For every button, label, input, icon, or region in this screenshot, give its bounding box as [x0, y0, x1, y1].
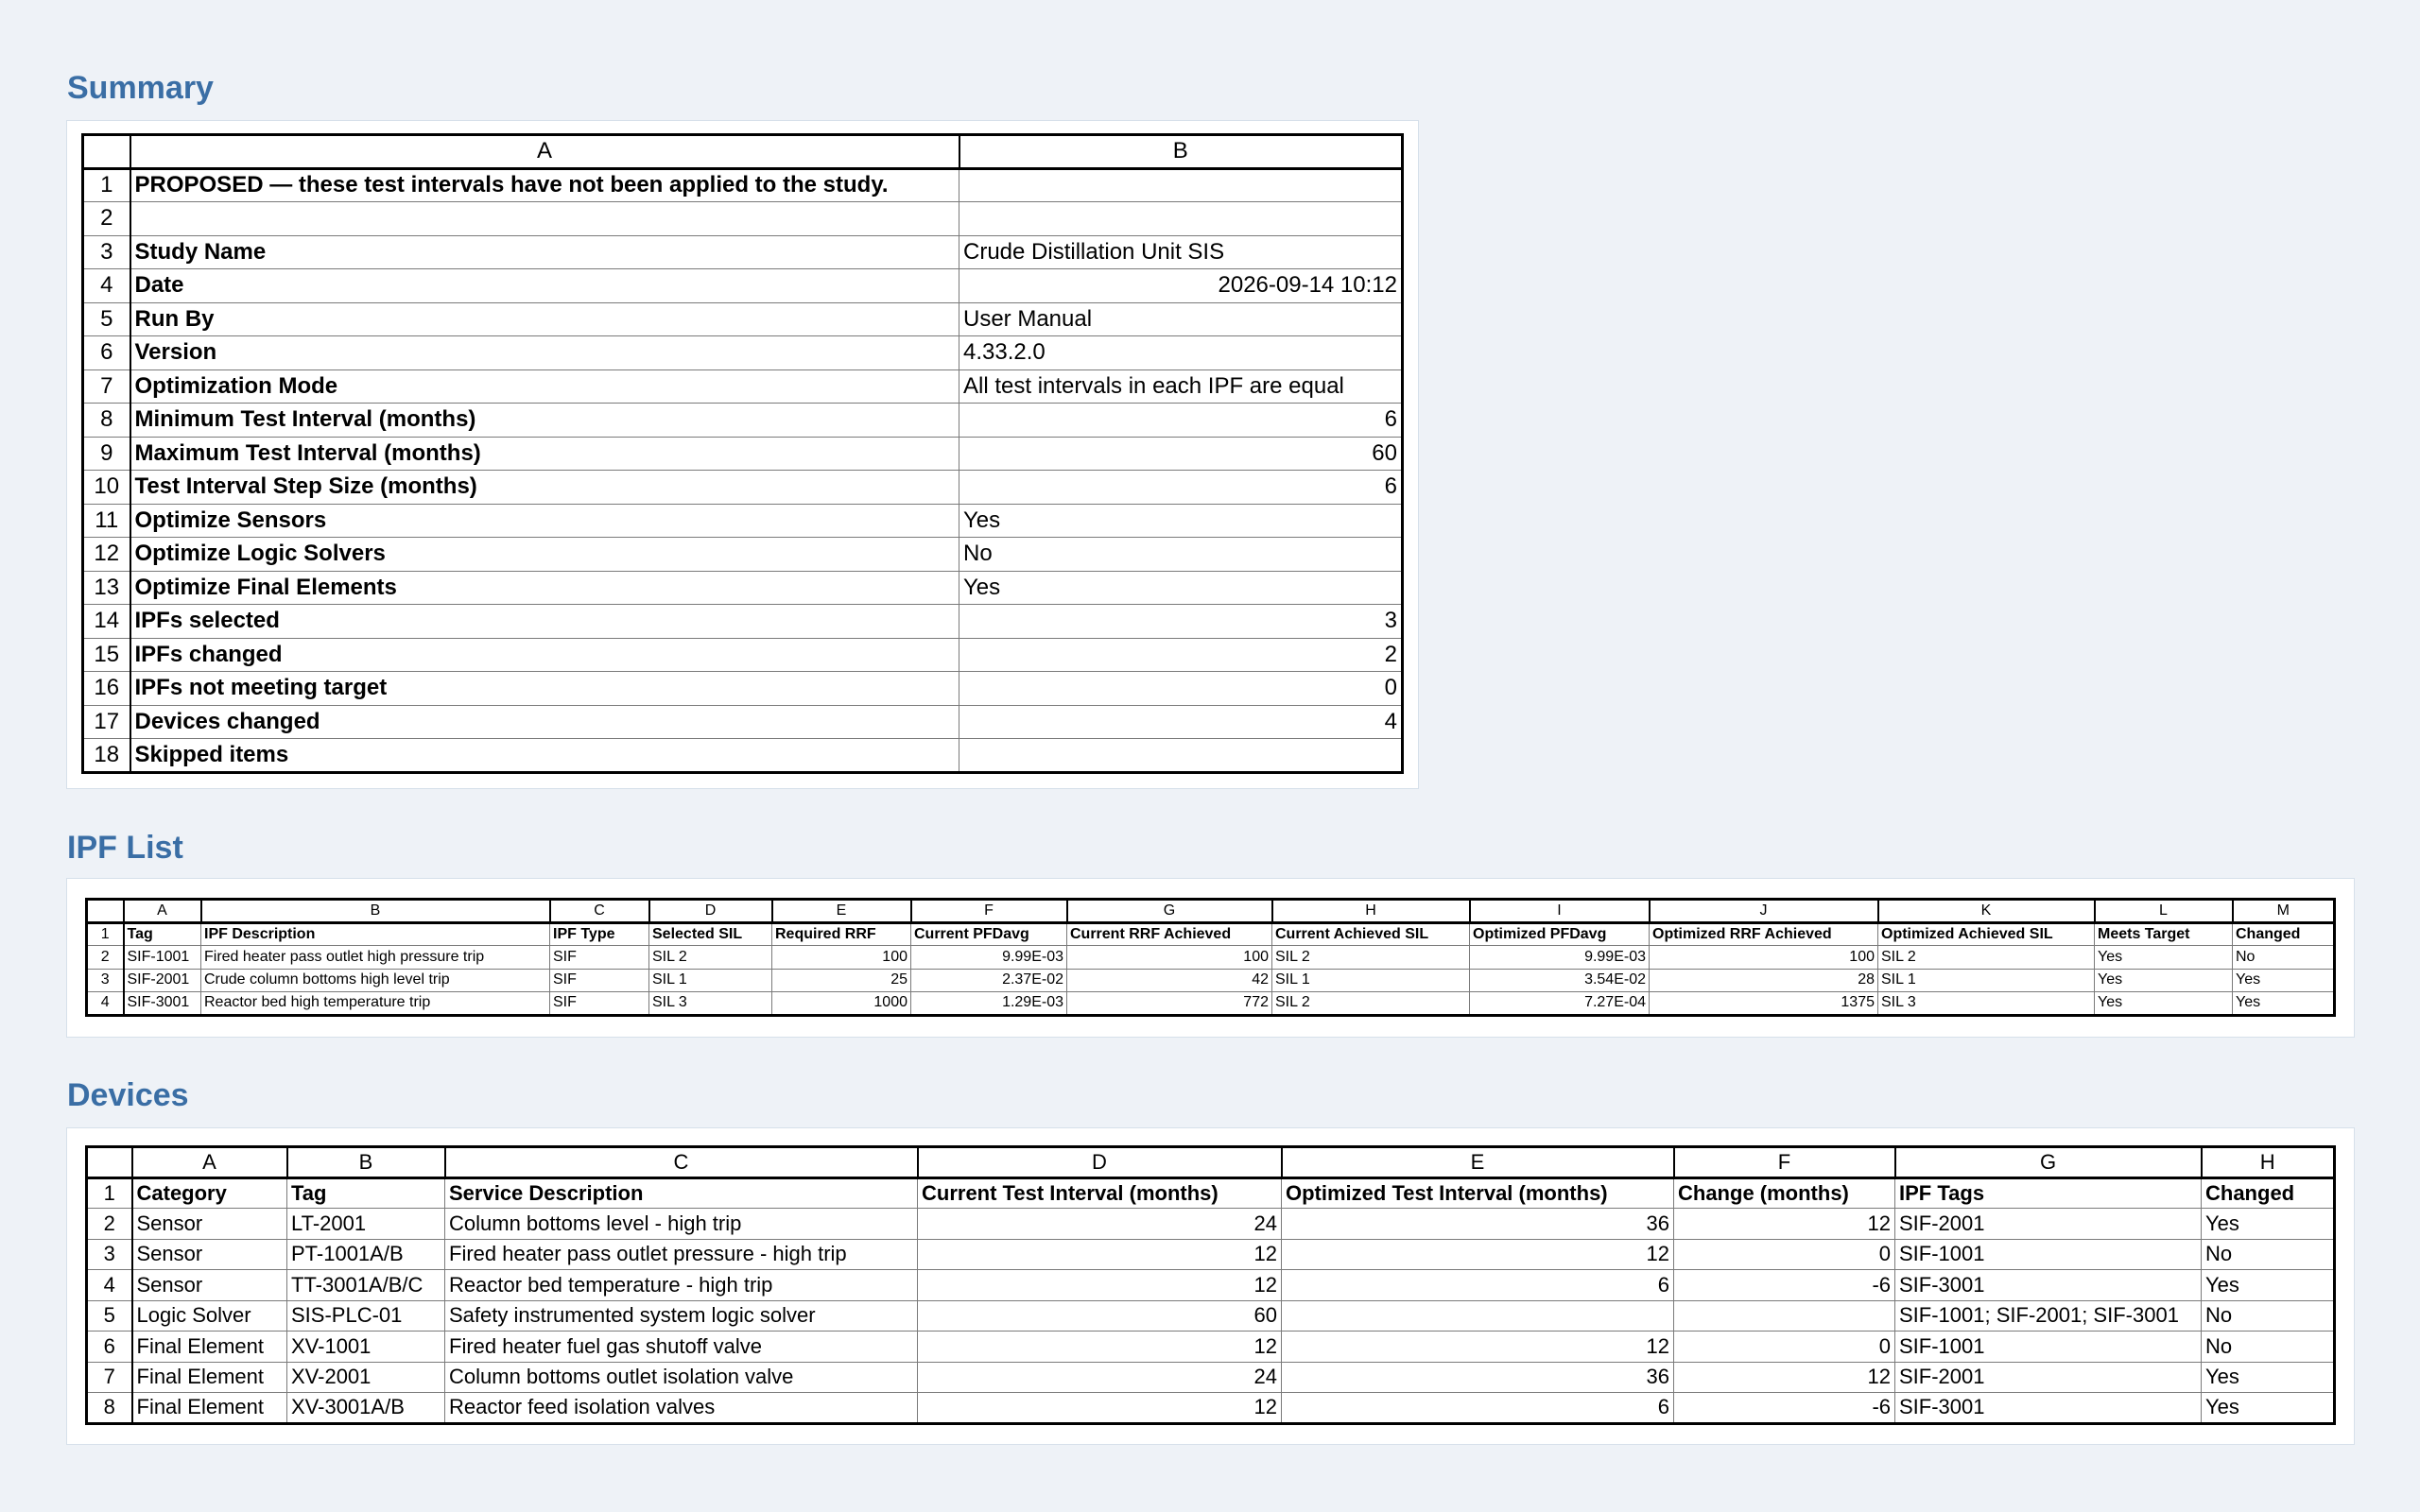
cell[interactable]: SIS-PLC-01 — [287, 1300, 445, 1332]
table-row — [87, 1393, 2335, 1424]
row-header[interactable]: 4 — [87, 1270, 132, 1301]
cell[interactable]: Final Element — [132, 1332, 287, 1363]
table-row — [83, 638, 1403, 672]
table-row — [83, 739, 1403, 773]
table-row — [83, 269, 1403, 303]
table-row — [83, 705, 1403, 739]
cell-b[interactable]: 60 — [959, 437, 1403, 471]
table-row — [87, 969, 2335, 992]
cell-a[interactable]: Optimization Mode — [130, 369, 959, 404]
cell[interactable]: SIL 1 — [1272, 969, 1470, 992]
row-header[interactable]: 2 — [87, 946, 124, 970]
cell[interactable]: 2.37E-02 — [911, 969, 1067, 992]
cell[interactable]: No — [2233, 946, 2335, 970]
cell[interactable]: PT-1001A/B — [287, 1239, 445, 1270]
header-cell[interactable]: Current Test Interval (months) — [918, 1177, 1282, 1209]
cell[interactable]: Fired heater pass outlet pressure - high trip — [445, 1239, 918, 1270]
cell[interactable]: 6 — [1282, 1270, 1674, 1301]
table-row — [83, 571, 1403, 605]
table-row — [87, 922, 2335, 946]
cell[interactable]: 12 — [918, 1393, 1282, 1424]
cell[interactable]: SIF-1001 — [1895, 1332, 2202, 1363]
cell[interactable]: 100 — [1067, 946, 1272, 970]
cell-a[interactable]: Version — [130, 336, 959, 370]
table-row — [83, 605, 1403, 639]
cell[interactable]: SIL 3 — [649, 992, 772, 1016]
row-header[interactable]: 17 — [83, 705, 130, 739]
cell[interactable]: Column bottoms outlet isolation valve — [445, 1362, 918, 1393]
cell[interactable]: 1375 — [1650, 992, 1878, 1016]
column-header-g[interactable]: G — [1067, 900, 1272, 923]
cell[interactable]: SIF-1001 — [124, 946, 201, 970]
header-cell[interactable]: Tag — [287, 1177, 445, 1209]
cell[interactable]: 36 — [1282, 1362, 1674, 1393]
row-header[interactable]: 12 — [83, 538, 130, 572]
cell-b[interactable] — [959, 168, 1403, 202]
cell-a[interactable]: Devices changed — [130, 705, 959, 739]
cell-a[interactable]: IPFs not meeting target — [130, 672, 959, 706]
cell[interactable]: Sensor — [132, 1209, 287, 1240]
cell-b[interactable]: 3 — [959, 605, 1403, 639]
cell-a[interactable] — [130, 202, 959, 236]
cell-b[interactable]: No — [959, 538, 1403, 572]
header-cell[interactable]: IPF Description — [201, 922, 550, 946]
column-header-h[interactable]: H — [1272, 900, 1470, 923]
cell[interactable]: 12 — [918, 1332, 1282, 1363]
cell[interactable]: SIL 2 — [1878, 946, 2095, 970]
cell[interactable]: SIF-1001 — [1895, 1239, 2202, 1270]
cell[interactable]: 3.54E-02 — [1470, 969, 1650, 992]
column-header-b[interactable]: B — [287, 1147, 445, 1178]
cell[interactable]: SIL 1 — [649, 969, 772, 992]
cell-b[interactable] — [959, 202, 1403, 236]
column-header-f[interactable]: F — [911, 900, 1067, 923]
table-row — [83, 672, 1403, 706]
row-header[interactable]: 1 — [87, 922, 124, 946]
column-header-j[interactable]: J — [1650, 900, 1878, 923]
table-row — [83, 538, 1403, 572]
cell[interactable]: XV-1001 — [287, 1332, 445, 1363]
cell[interactable]: Yes — [2233, 969, 2335, 992]
table-row — [87, 1270, 2335, 1301]
header-cell[interactable]: Category — [132, 1177, 287, 1209]
header-cell[interactable]: IPF Tags — [1895, 1177, 2202, 1209]
row-header[interactable]: 2 — [83, 202, 130, 236]
cell[interactable]: 12 — [1674, 1209, 1895, 1240]
column-header-e[interactable]: E — [1282, 1147, 1674, 1178]
column-header-row — [83, 135, 1403, 169]
column-header-f[interactable]: F — [1674, 1147, 1895, 1178]
column-header-row — [87, 1147, 2335, 1178]
cell-a[interactable]: Skipped items — [130, 739, 959, 773]
cell[interactable]: Crude column bottoms high level trip — [201, 969, 550, 992]
header-cell[interactable]: Optimized Achieved SIL — [1878, 922, 2095, 946]
cell[interactable]: 25 — [772, 969, 911, 992]
cell[interactable]: SIL 2 — [1272, 992, 1470, 1016]
cell[interactable]: Reactor bed high temperature trip — [201, 992, 550, 1016]
cell[interactable]: Sensor — [132, 1239, 287, 1270]
cell-b[interactable]: 6 — [959, 471, 1403, 505]
cell-b[interactable]: 2 — [959, 638, 1403, 672]
column-header-c[interactable]: C — [445, 1147, 918, 1178]
cell[interactable]: XV-2001 — [287, 1362, 445, 1393]
cell-b[interactable]: Crude Distillation Unit SIS — [959, 235, 1403, 269]
cell-b[interactable]: 0 — [959, 672, 1403, 706]
cell[interactable]: Final Element — [132, 1362, 287, 1393]
cell[interactable]: Safety instrumented system logic solver — [445, 1300, 918, 1332]
cell-b[interactable]: 4 — [959, 705, 1403, 739]
cell[interactable]: Fired heater pass outlet high pressure trip — [201, 946, 550, 970]
column-header-d[interactable]: D — [918, 1147, 1282, 1178]
cell-a[interactable]: Optimize Logic Solvers — [130, 538, 959, 572]
row-header[interactable]: 8 — [87, 1393, 132, 1424]
row-header[interactable]: 8 — [83, 404, 130, 438]
row-header[interactable]: 13 — [83, 571, 130, 605]
column-header-b[interactable]: B — [201, 900, 550, 923]
devices-table — [85, 1145, 2336, 1425]
header-cell[interactable]: Current PFDavg — [911, 922, 1067, 946]
row-header[interactable]: 4 — [83, 269, 130, 303]
header-cell[interactable]: Service Description — [445, 1177, 918, 1209]
cell-a[interactable]: Test Interval Step Size (months) — [130, 471, 959, 505]
cell-a[interactable]: Minimum Test Interval (months) — [130, 404, 959, 438]
column-header-a[interactable]: A — [124, 900, 201, 923]
cell[interactable]: Yes — [2202, 1362, 2335, 1393]
cell[interactable]: Fired heater fuel gas shutoff valve — [445, 1332, 918, 1363]
cell[interactable]: 0 — [1674, 1239, 1895, 1270]
cell-b[interactable] — [959, 739, 1403, 773]
cell[interactable] — [1674, 1300, 1895, 1332]
cell[interactable]: 12 — [1282, 1332, 1674, 1363]
cell-a[interactable]: Maximum Test Interval (months) — [130, 437, 959, 471]
row-header[interactable]: 14 — [83, 605, 130, 639]
cell[interactable]: Final Element — [132, 1393, 287, 1424]
cell-a[interactable]: Optimize Sensors — [130, 504, 959, 538]
table-row — [83, 336, 1403, 370]
ipf-list-title: IPF List — [67, 830, 183, 866]
row-header[interactable]: 11 — [83, 504, 130, 538]
column-header-h[interactable]: H — [2202, 1147, 2335, 1178]
table-row — [87, 1362, 2335, 1393]
header-cell[interactable]: Current RRF Achieved — [1067, 922, 1272, 946]
table-row — [83, 302, 1403, 336]
cell-b[interactable]: Yes — [959, 504, 1403, 538]
cell[interactable]: 12 — [918, 1270, 1282, 1301]
cell[interactable]: 1.29E-03 — [911, 992, 1067, 1016]
column-header-i[interactable]: I — [1470, 900, 1650, 923]
cell[interactable]: SIL 1 — [1878, 969, 2095, 992]
header-cell[interactable]: Optimized PFDavg — [1470, 922, 1650, 946]
cell-b[interactable]: Yes — [959, 571, 1403, 605]
row-header[interactable]: 10 — [83, 471, 130, 505]
header-cell[interactable]: Meets Target — [2095, 922, 2233, 946]
cell[interactable]: SIF-3001 — [1895, 1270, 2202, 1301]
column-header-a[interactable]: A — [130, 135, 959, 169]
table-row — [87, 1177, 2335, 1209]
column-header-row — [87, 900, 2335, 923]
row-header[interactable]: 3 — [83, 235, 130, 269]
column-header-g[interactable]: G — [1895, 1147, 2202, 1178]
table-row — [83, 437, 1403, 471]
row-header[interactable]: 2 — [87, 1209, 132, 1240]
cell-b[interactable]: 6 — [959, 404, 1403, 438]
corner-cell[interactable] — [87, 900, 124, 923]
row-header[interactable]: 5 — [87, 1300, 132, 1332]
cell[interactable]: SIL 2 — [649, 946, 772, 970]
cell[interactable]: Reactor bed temperature - high trip — [445, 1270, 918, 1301]
header-cell[interactable]: IPF Type — [550, 922, 649, 946]
cell[interactable]: SIF-3001 — [124, 992, 201, 1016]
column-header-l[interactable]: L — [2095, 900, 2233, 923]
cell-b[interactable]: All test intervals in each IPF are equal — [959, 369, 1403, 404]
cell[interactable]: XV-3001A/B — [287, 1393, 445, 1424]
header-cell[interactable]: Tag — [124, 922, 201, 946]
cell[interactable]: 6 — [1282, 1393, 1674, 1424]
cell[interactable]: -6 — [1674, 1270, 1895, 1301]
cell[interactable]: SIF — [550, 969, 649, 992]
header-cell[interactable]: Optimized RRF Achieved — [1650, 922, 1878, 946]
cell[interactable]: SIF-1001; SIF-2001; SIF-3001 — [1895, 1300, 2202, 1332]
header-cell[interactable]: Required RRF — [772, 922, 911, 946]
row-header[interactable]: 5 — [83, 302, 130, 336]
table-row — [83, 168, 1403, 202]
summary-table — [81, 133, 1404, 774]
table-row — [83, 369, 1403, 404]
cell[interactable]: Yes — [2095, 969, 2233, 992]
cell-a[interactable]: IPFs changed — [130, 638, 959, 672]
header-cell[interactable]: Changed — [2202, 1177, 2335, 1209]
cell-a[interactable]: IPFs selected — [130, 605, 959, 639]
table-row — [87, 946, 2335, 970]
cell[interactable]: Yes — [2202, 1209, 2335, 1240]
cell[interactable]: Yes — [2202, 1393, 2335, 1424]
row-header[interactable]: 3 — [87, 1239, 132, 1270]
cell[interactable]: 9.99E-03 — [1470, 946, 1650, 970]
cell[interactable]: SIL 2 — [1272, 946, 1470, 970]
cell[interactable]: 36 — [1282, 1209, 1674, 1240]
cell[interactable]: SIF — [550, 992, 649, 1016]
column-header-a[interactable]: A — [132, 1147, 287, 1178]
corner-cell[interactable] — [83, 135, 130, 169]
header-cell[interactable]: Current Achieved SIL — [1272, 922, 1470, 946]
table-row — [83, 235, 1403, 269]
row-header[interactable]: 9 — [83, 437, 130, 471]
cell[interactable]: 100 — [772, 946, 911, 970]
column-header-c[interactable]: C — [550, 900, 649, 923]
header-cell[interactable]: Changed — [2233, 922, 2335, 946]
cell[interactable]: 24 — [918, 1209, 1282, 1240]
summary-title: Summary — [67, 70, 214, 106]
cell[interactable]: 12 — [1674, 1362, 1895, 1393]
cell-a[interactable]: Optimize Final Elements — [130, 571, 959, 605]
devices-title: Devices — [67, 1077, 189, 1113]
row-header[interactable]: 4 — [87, 992, 124, 1016]
cell[interactable]: Yes — [2233, 992, 2335, 1016]
cell[interactable]: No — [2202, 1239, 2335, 1270]
cell[interactable]: Sensor — [132, 1270, 287, 1301]
column-header-m[interactable]: M — [2233, 900, 2335, 923]
cell[interactable]: Yes — [2095, 992, 2233, 1016]
cell[interactable]: Reactor feed isolation valves — [445, 1393, 918, 1424]
cell[interactable]: LT-2001 — [287, 1209, 445, 1240]
row-header[interactable]: 18 — [83, 739, 130, 773]
cell[interactable]: TT-3001A/B/C — [287, 1270, 445, 1301]
table-row — [83, 504, 1403, 538]
cell[interactable]: No — [2202, 1332, 2335, 1363]
cell[interactable]: Yes — [2095, 946, 2233, 970]
column-header-d[interactable]: D — [649, 900, 772, 923]
header-cell[interactable]: Optimized Test Interval (months) — [1282, 1177, 1674, 1209]
row-header[interactable]: 3 — [87, 969, 124, 992]
cell[interactable]: SIF-2001 — [1895, 1362, 2202, 1393]
table-row — [83, 404, 1403, 438]
cell[interactable]: No — [2202, 1300, 2335, 1332]
table-row — [87, 1209, 2335, 1240]
cell-b[interactable]: 4.33.2.0 — [959, 336, 1403, 370]
column-header-b[interactable]: B — [959, 135, 1403, 169]
cell-a[interactable]: Date — [130, 269, 959, 303]
cell[interactable]: 28 — [1650, 969, 1878, 992]
row-header[interactable]: 16 — [83, 672, 130, 706]
cell[interactable]: 772 — [1067, 992, 1272, 1016]
cell[interactable] — [1282, 1300, 1674, 1332]
table-row — [87, 992, 2335, 1016]
cell[interactable]: -6 — [1674, 1393, 1895, 1424]
table-row — [87, 1332, 2335, 1363]
cell[interactable]: 9.99E-03 — [911, 946, 1067, 970]
row-header[interactable]: 15 — [83, 638, 130, 672]
cell[interactable]: 60 — [918, 1300, 1282, 1332]
row-header[interactable]: 1 — [87, 1177, 132, 1209]
cell[interactable]: SIF — [550, 946, 649, 970]
cell[interactable]: SIF-2001 — [1895, 1209, 2202, 1240]
cell[interactable]: Logic Solver — [132, 1300, 287, 1332]
cell-a[interactable]: Study Name — [130, 235, 959, 269]
cell[interactable]: Column bottoms level - high trip — [445, 1209, 918, 1240]
cell[interactable]: 1000 — [772, 992, 911, 1016]
cell[interactable]: SIL 3 — [1878, 992, 2095, 1016]
table-row — [83, 202, 1403, 236]
cell[interactable]: SIF-3001 — [1895, 1393, 2202, 1424]
corner-cell[interactable] — [87, 1147, 132, 1178]
cell-a[interactable]: Run By — [130, 302, 959, 336]
row-header[interactable]: 7 — [87, 1362, 132, 1393]
table-row — [87, 1239, 2335, 1270]
cell[interactable]: Yes — [2202, 1270, 2335, 1301]
cell[interactable]: 100 — [1650, 946, 1878, 970]
header-cell[interactable]: Selected SIL — [649, 922, 772, 946]
row-header[interactable]: 6 — [83, 336, 130, 370]
header-cell[interactable]: Change (months) — [1674, 1177, 1895, 1209]
row-header[interactable]: 6 — [87, 1332, 132, 1363]
cell[interactable]: 12 — [918, 1239, 1282, 1270]
ipf-list-table — [85, 898, 2336, 1017]
cell[interactable]: 12 — [1282, 1239, 1674, 1270]
cell-b[interactable]: User Manual — [959, 302, 1403, 336]
cell[interactable]: SIF-2001 — [124, 969, 201, 992]
column-header-e[interactable]: E — [772, 900, 911, 923]
table-row — [83, 471, 1403, 505]
cell[interactable]: 24 — [918, 1362, 1282, 1393]
cell[interactable]: 0 — [1674, 1332, 1895, 1363]
cell-b[interactable]: 2026-09-14 10:12 — [959, 269, 1403, 303]
cell[interactable]: 7.27E-04 — [1470, 992, 1650, 1016]
table-row — [87, 1300, 2335, 1332]
row-header[interactable]: 1 — [83, 168, 130, 202]
cell[interactable]: 42 — [1067, 969, 1272, 992]
column-header-k[interactable]: K — [1878, 900, 2095, 923]
cell-a[interactable]: PROPOSED — these test intervals have not been applied to the study. — [130, 168, 959, 202]
row-header[interactable]: 7 — [83, 369, 130, 404]
